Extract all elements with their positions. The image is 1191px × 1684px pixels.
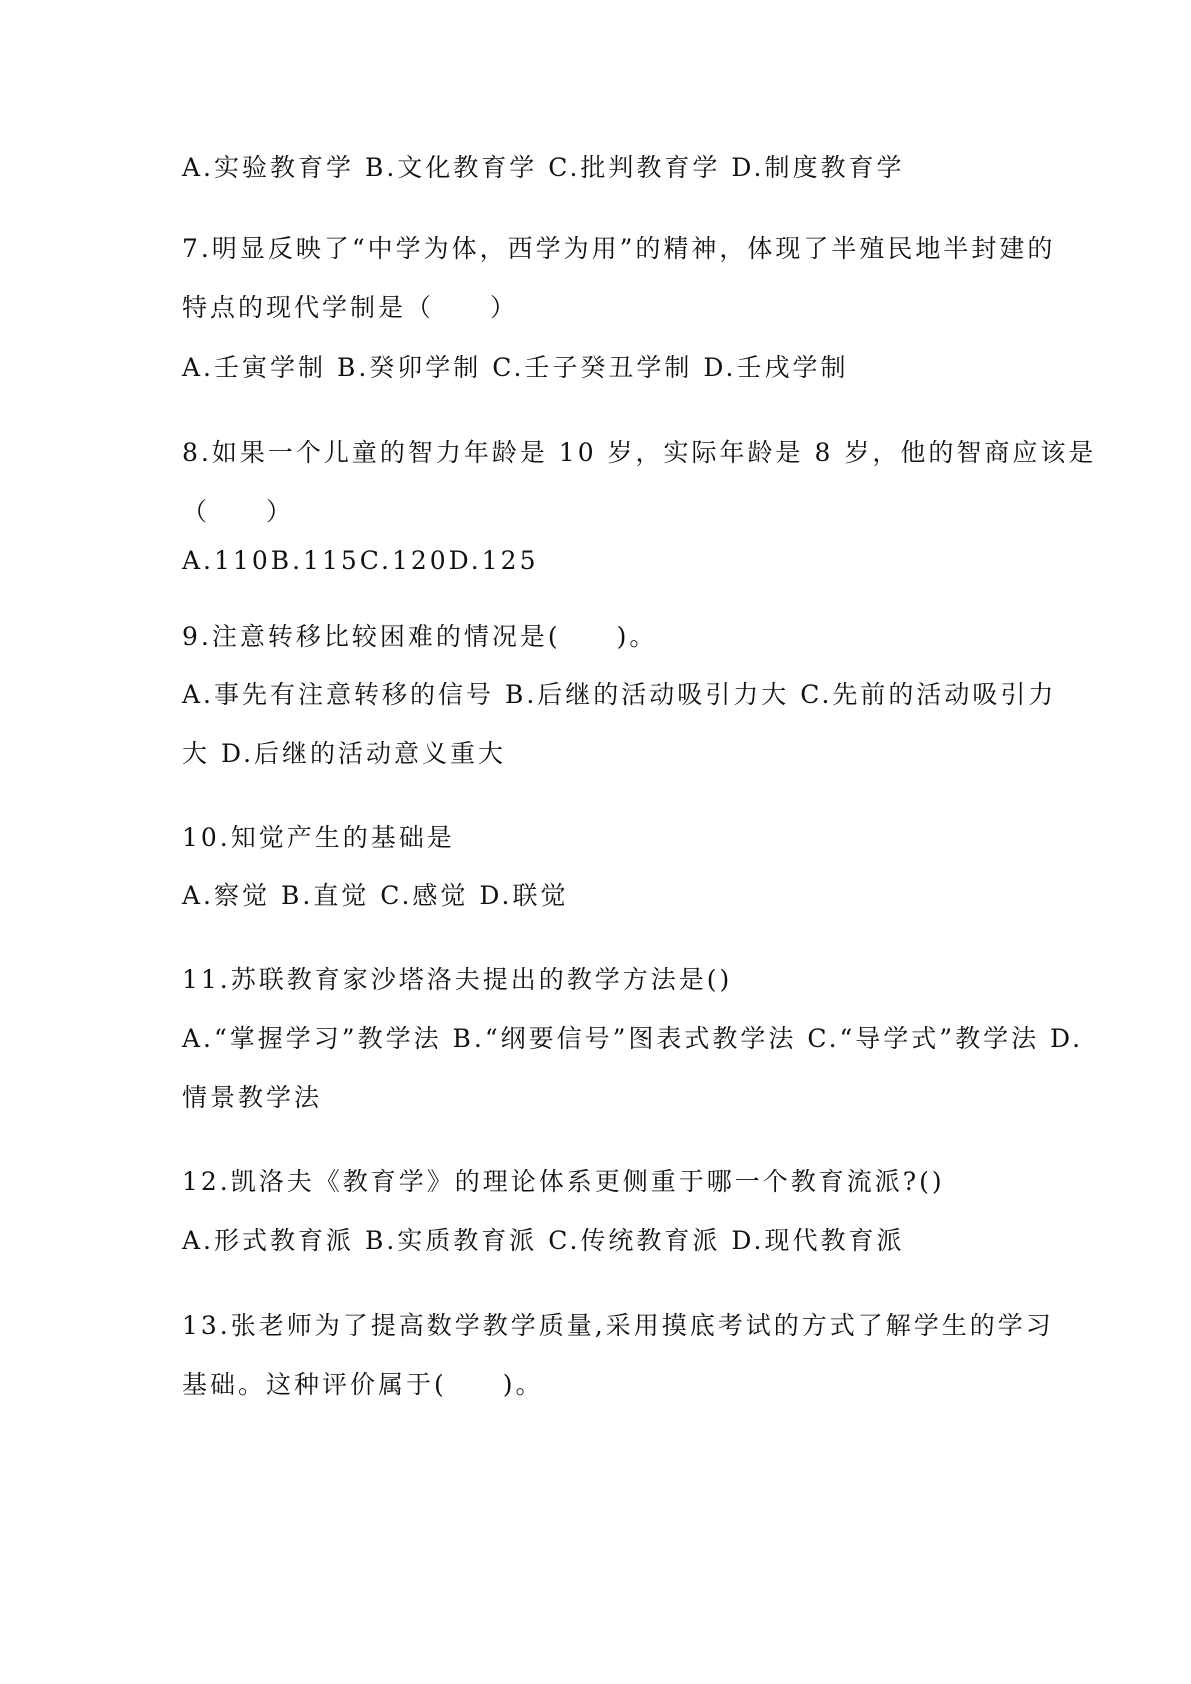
q11-stem: 11.苏联教育家沙塔洛夫提出的教学方法是(): [182, 965, 733, 994]
q12-options: A.形式教育派 B.实质教育派 C.传统教育派 D.现代教育派: [182, 1226, 905, 1255]
q8-stem-line1: 8.如果一个儿童的智力年龄是 10 岁，实际年龄是 8 岁，他的智商应该是: [182, 438, 1097, 467]
q10-options: A.察觉 B.直觉 C.感觉 D.联觉: [182, 881, 569, 910]
q6-options: A.实验教育学 B.文化教育学 C.批判教育学 D.制度教育学: [182, 153, 905, 182]
q10-stem: 10.知觉产生的基础是: [182, 823, 455, 852]
q7-stem-line1: 7.明显反映了“中学为体，西学为用”的精神，体现了半殖民地半封建的: [182, 234, 1056, 263]
q9-options-line2: 大 D.后继的活动意义重大: [182, 739, 507, 768]
q8-stem-line2: （ ）: [182, 497, 295, 526]
q13-stem-line2: 基础。这种评价属于( )。: [182, 1370, 544, 1399]
q12-stem: 12.凯洛夫《教育学》的理论体系更侧重于哪一个教育流派?(): [182, 1167, 945, 1196]
q7-stem-line2: 特点的现代学制是（ ）: [182, 293, 519, 322]
q13-stem-line1: 13.张老师为了提高数学教学质量,采用摸底考试的方式了解学生的学习: [182, 1311, 1054, 1340]
q11-options-line2: 情景教学法: [182, 1083, 323, 1112]
q9-stem: 9.注意转移比较困难的情况是( )。: [182, 622, 658, 651]
q11-options-line1: A.“掌握学习”教学法 B.“纲要信号”图表式教学法 C.“导学式”教学法 D.: [182, 1024, 1084, 1053]
q8-options: A.110B.115C.120D.125: [182, 546, 539, 575]
q7-options: A.壬寅学制 B.癸卯学制 C.壬子癸丑学制 D.壬戌学制: [182, 353, 849, 382]
q9-options-line1: A.事先有注意转移的信号 B.后继的活动吸引力大 C.先前的活动吸引力: [182, 680, 1057, 709]
